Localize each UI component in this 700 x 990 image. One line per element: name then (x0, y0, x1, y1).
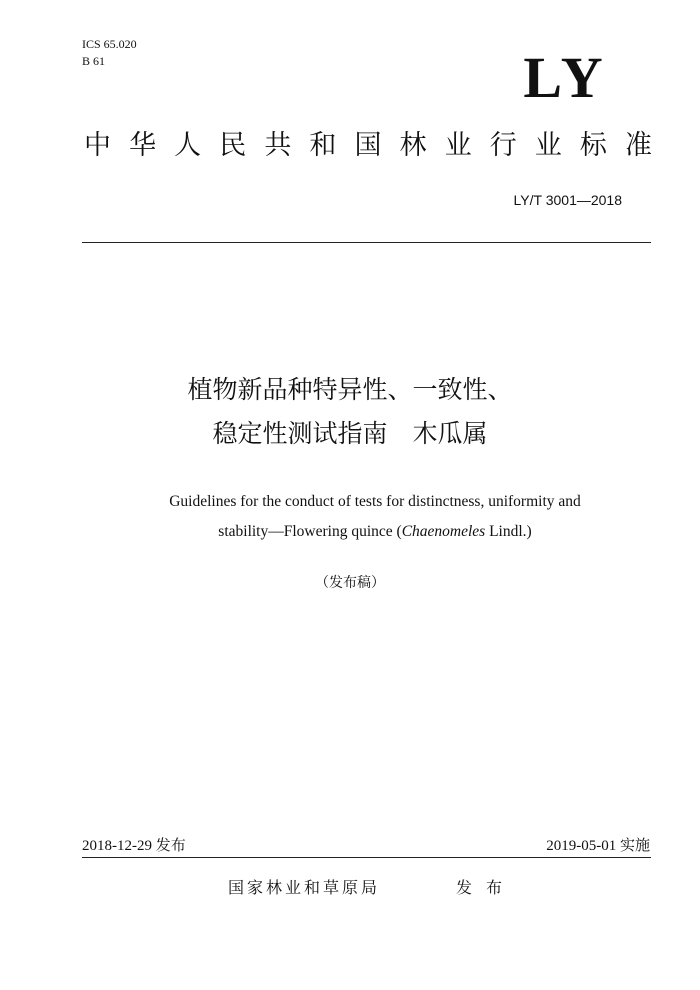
ly-logo: LY (523, 45, 607, 110)
standard-category-char: 林 (399, 130, 427, 161)
standard-category-char: 华 (129, 130, 157, 161)
english-title-prefix: stability—Flowering quince ( (218, 523, 402, 540)
standard-category-char: 民 (219, 130, 247, 161)
standard-category-char: 业 (444, 130, 472, 161)
ics-code: ICS 65.020 (82, 37, 137, 51)
chinese-title (100, 368, 600, 456)
ccs-code: B 61 (82, 54, 106, 68)
issuing-authority: 国家林业和草原局 (228, 878, 381, 897)
issue-date: 2018-12-29 发布 (82, 838, 186, 854)
header-divider (82, 242, 651, 243)
chinese-title-line: 植物新品种特异性、一致性、 (187, 375, 513, 404)
publish-label: 发布 (456, 878, 517, 897)
standard-category-char: 中 (84, 130, 111, 161)
english-title-line (120, 517, 630, 547)
standard-category-char: 行 (489, 130, 517, 161)
chinese-title-line: 稳定性测试指南 木瓜属 (212, 419, 488, 448)
implementation-date: 2019-05-01 实施 (546, 838, 650, 854)
standard-category-char: 人 (174, 130, 202, 161)
standard-category-char: 业 (534, 130, 562, 161)
standard-category-title (84, 128, 652, 164)
footer-divider (82, 857, 651, 858)
draft-note: （发布稿） (315, 575, 385, 591)
standard-category-char: 共 (264, 130, 292, 161)
genus-name: Chaenomeles (401, 523, 486, 540)
standard-category-char: 国 (354, 130, 382, 161)
english-title-line: Guidelines for the conduct of tests for distinctness, uniformity and (169, 493, 581, 510)
english-title (120, 487, 630, 547)
standard-number: LY/T 3001—2018 (513, 192, 622, 208)
standard-category-char: 准 (624, 130, 652, 161)
standard-category-char: 和 (309, 130, 337, 161)
standard-category-char: 标 (579, 130, 607, 161)
english-title-suffix: Lindl.) (485, 523, 532, 540)
